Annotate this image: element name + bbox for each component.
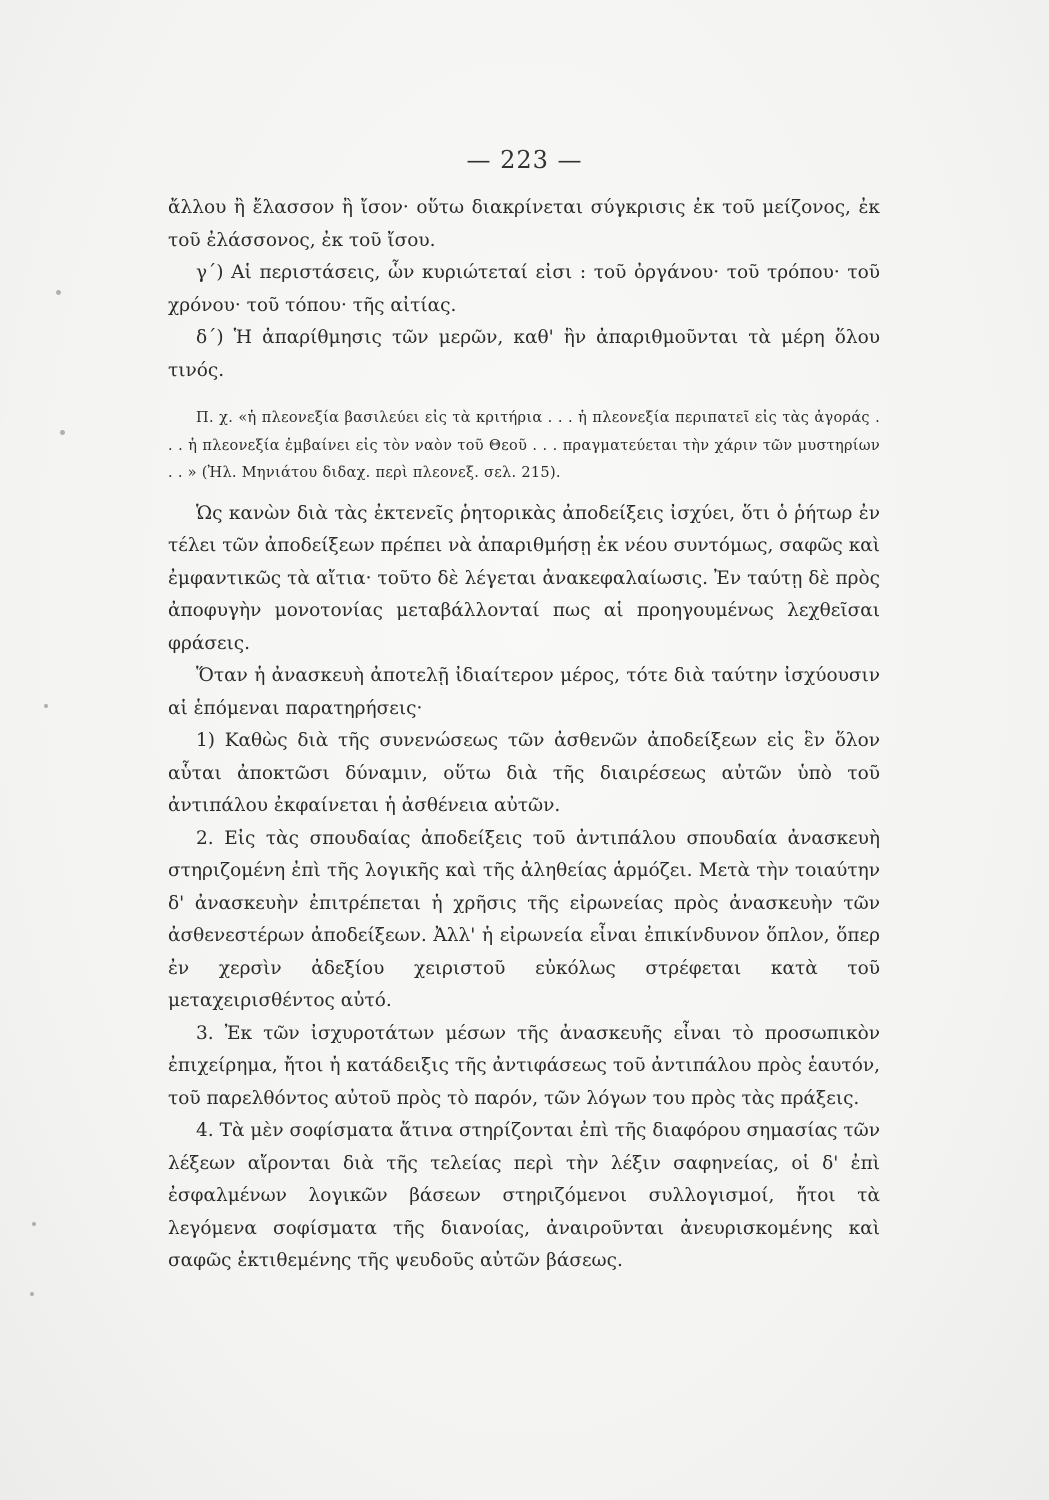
paragraph-comparison: ἄλλου ἢ ἔλασσον ἢ ἴσον· οὕτω διακρίνεται σύγκρισις ἐκ τοῦ μείζονος, ἐκ τοῦ ἐλάσσονος, ἐκ τοῦ ἴσου.	[168, 197, 880, 251]
page-body	[168, 192, 880, 1278]
margin-speck	[44, 704, 48, 708]
paragraph-rule-4: 4. Τὰ μὲν σοφίσματα ἅτινα στηρίζονται ἐπὶ τῆς διαφόρου σημασίας τῶν λέξεων αἴρονται διὰ τῆς τελείας περὶ τὴν λέξιν σαφηνείας, οἱ δ' ἐπὶ ἐσφαλμένων λογικῶν βάσεων στηριζόμενοι συλλογισμοί, ἤτοι τὰ λεγόμενα σοφίσματα τῆς διανοίας, ἀναιροῦνται ἀνευρισκομένης καὶ σαφῶς ἐκτιθεμένης τῆς ψευδοῦς αὐτῶν βάσεως.	[168, 1120, 880, 1271]
paragraph-example-quote: Π. χ. «ἡ πλεονεξία βασιλεύει εἰς τὰ κριτήρια . . . ἡ πλεονεξία περιπατεῖ εἰς τὰς ἀγοράς . . . ἡ πλεονεξία ἐμβαίνει εἰς τὸν ναὸν τοῦ Θεοῦ . . . πραγματεύεται τὴν χάριν τῶν μυστηρίων . . » (Ἠλ. Μηνιάτου διδαχ. περὶ πλεονεξ. σελ. 215).	[168, 410, 880, 481]
paragraph-refutation-intro: Ὅταν ἡ ἀνασκευὴ ἀποτελῇ ἰδιαίτερον μέρος, τότε διὰ ταύτην ἰσχύουσιν αἱ ἑπόμεναι παρατηρήσεις·	[168, 665, 880, 719]
paragraph-enumeration: δ΄) Ἡ ἀπαρίθμησις τῶν μερῶν, καθ' ἣν ἀπαριθμοῦνται τὰ μέρη ὅλου τινός.	[168, 327, 880, 381]
margin-speck	[56, 290, 61, 295]
paragraph-rule-3: 3. Ἐκ τῶν ἰσχυροτάτων μέσων τῆς ἀνασκευῆς εἶναι τὸ προσωπικὸν ἐπιχείρημα, ἤτοι ἡ κατάδειξις τῆς ἀντιφάσεως τοῦ ἀντιπάλου πρὸς ἑαυτόν, τοῦ παρελθόντος αὐτοῦ πρὸς τὸ παρόν, τῶν λόγων του πρὸς τὰς πράξεις.	[168, 1022, 880, 1109]
margin-speck	[30, 1292, 34, 1296]
margin-speck	[60, 430, 65, 435]
paragraph-rule-1: 1) Καθὼς διὰ τῆς συνενώσεως τῶν ἀσθενῶν ἀποδείξεων εἰς ἓν ὅλον αὗται ἀποκτῶσι δύναμιν, οὕτω διὰ τῆς διαιρέσεως αὐτῶν ὑπὸ τοῦ ἀντιπάλου ἐκφαίνεται ἡ ἀσθένεια αὐτῶν.	[168, 730, 880, 816]
margin-speck	[32, 1222, 36, 1226]
page-number: — 223 —	[466, 146, 583, 174]
spacer	[168, 387, 880, 405]
paragraph-rule-2: 2. Εἰς τὰς σπουδαίας ἀποδείξεις τοῦ ἀντιπάλου σπουδαία ἀνασκευὴ στηριζομένη ἐπὶ τῆς λογικῆς καὶ τῆς ἀληθείας ἁρμόζει. Μετὰ τὴν τοιαύτην δ' ἀνασκευὴν ἐπιτρέπεται ἡ χρῆσις τῆς εἰρωνείας πρὸς ἀνασκευὴν τῶν ἀσθενεστέρων ἀποδείξεων. Ἀλλ' ἡ εἰρωνεία εἶναι ἐπικίνδυνον ὅπλον, ὅπερ ἐν χερσὶν ἀδεξίου χειριστοῦ εὐκόλως στρέφεται κατὰ τοῦ μεταχειρισθέντος αὐτό.	[168, 827, 880, 1011]
paragraph-circumstances: γ΄) Αἱ περιστάσεις, ὧν κυριώτεταί εἰσι : τοῦ ὀργάνου· τοῦ τρόπου· τοῦ χρόνου· τοῦ τόπου· τῆς αἰτίας.	[168, 262, 880, 316]
spacer	[168, 488, 880, 498]
paragraph-recapitulation-rule: Ὡς κανὼν διὰ τὰς ἐκτενεῖς ῥητορικὰς ἀποδείξεις ἰσχύει, ὅτι ὁ ῥήτωρ ἐν τέλει τῶν ἀποδείξεων πρέπει νὰ ἀπαριθμήσῃ ἐκ νέου συντόμως, σαφῶς καὶ ἐμφαντικῶς τὰ αἴτια· τοῦτο δὲ λέγεται ἀνακεφαλαίωσις. Ἐν ταύτῃ δὲ πρὸς ἀποφυγὴν μονοτονίας μεταβάλλονταί πως αἱ προηγουμένως λεχθεῖσαι φράσεις.	[168, 502, 880, 654]
